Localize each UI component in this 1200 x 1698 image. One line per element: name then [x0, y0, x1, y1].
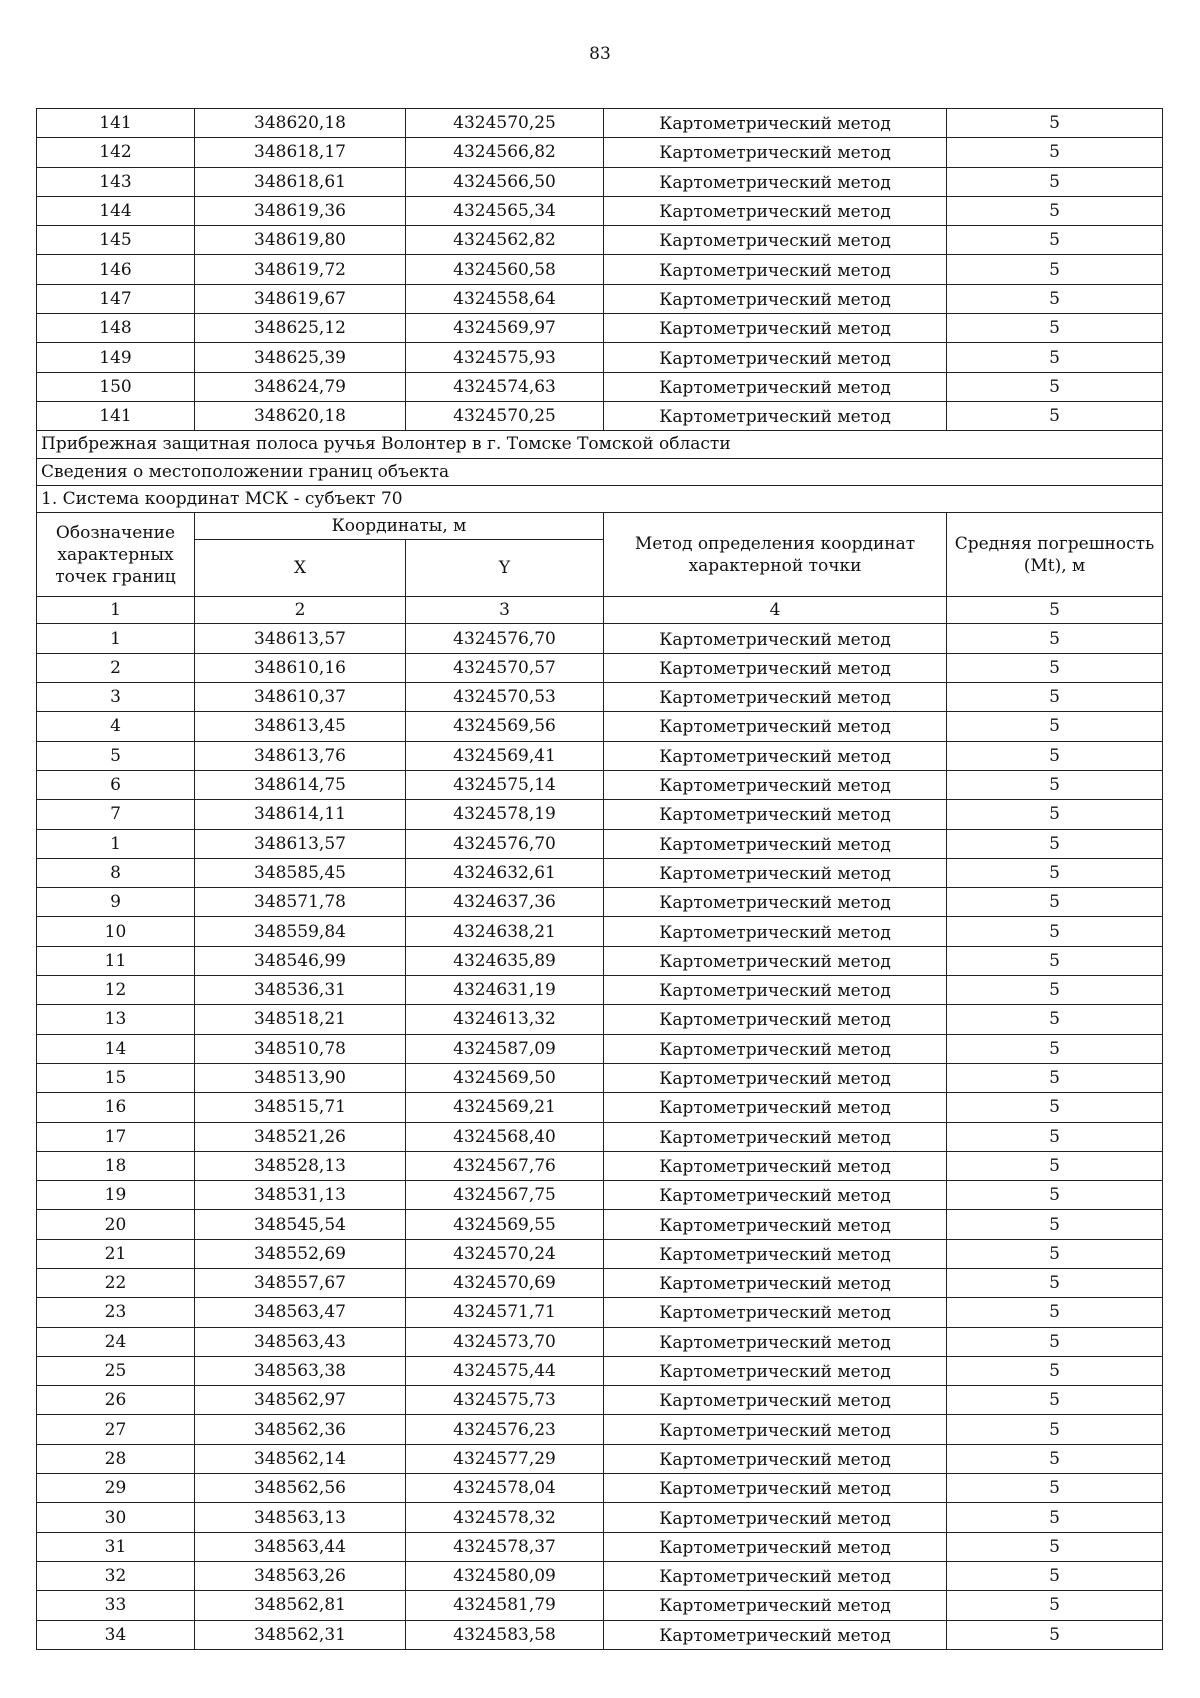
y-coordinate: 4324571,71 [406, 1298, 604, 1327]
method: Картометрический метод [604, 888, 947, 917]
method: Картометрический метод [604, 741, 947, 770]
x-coordinate: 348625,12 [195, 314, 406, 343]
x-coordinate: 348563,38 [195, 1356, 406, 1385]
method: Картометрический метод [604, 1327, 947, 1356]
y-coordinate: 4324576,70 [406, 624, 604, 653]
header-col-number: 1 [37, 597, 195, 624]
x-coordinate: 348618,61 [195, 167, 406, 196]
mean-error: 5 [947, 1151, 1163, 1180]
table-row [37, 1239, 1163, 1268]
method: Картометрический метод [604, 109, 947, 138]
method: Картометрический метод [604, 284, 947, 313]
header-col-number: 4 [604, 597, 947, 624]
mean-error: 5 [947, 653, 1163, 682]
point-number: 19 [37, 1181, 195, 1210]
table-row [37, 712, 1163, 741]
mean-error: 5 [947, 314, 1163, 343]
x-coordinate: 348531,13 [195, 1181, 406, 1210]
table-row [37, 372, 1163, 401]
point-number: 17 [37, 1122, 195, 1151]
table-row [37, 255, 1163, 284]
y-coordinate: 4324570,69 [406, 1268, 604, 1297]
point-number: 21 [37, 1239, 195, 1268]
column-header [37, 513, 1163, 624]
mean-error: 5 [947, 372, 1163, 401]
point-number: 16 [37, 1093, 195, 1122]
header-x: X [195, 540, 406, 597]
point-number: 23 [37, 1298, 195, 1327]
method: Картометрический метод [604, 800, 947, 829]
method: Картометрический метод [604, 255, 947, 284]
method: Картометрический метод [604, 1122, 947, 1151]
y-coordinate: 4324562,82 [406, 226, 604, 255]
mean-error: 5 [947, 1181, 1163, 1210]
y-coordinate: 4324578,37 [406, 1532, 604, 1561]
x-coordinate: 348563,47 [195, 1298, 406, 1327]
y-coordinate: 4324560,58 [406, 255, 604, 284]
method: Картометрический метод [604, 683, 947, 712]
point-number: 142 [37, 138, 195, 167]
method: Картометрический метод [604, 1591, 947, 1620]
point-number: 145 [37, 226, 195, 255]
mean-error: 5 [947, 1591, 1163, 1620]
method: Картометрический метод [604, 226, 947, 255]
mean-error: 5 [947, 800, 1163, 829]
y-coordinate: 4324632,61 [406, 858, 604, 887]
table-row [37, 1474, 1163, 1503]
mean-error: 5 [947, 1239, 1163, 1268]
method: Картометрический метод [604, 372, 947, 401]
x-coordinate: 348515,71 [195, 1093, 406, 1122]
x-coordinate: 348620,18 [195, 109, 406, 138]
x-coordinate: 348510,78 [195, 1034, 406, 1063]
point-number: 144 [37, 196, 195, 225]
point-number: 18 [37, 1151, 195, 1180]
point-number: 1 [37, 829, 195, 858]
mean-error: 5 [947, 196, 1163, 225]
y-coordinate: 4324578,04 [406, 1474, 604, 1503]
header-designation: Обозначение характерных точек границ [37, 513, 195, 597]
method: Картометрический метод [604, 1503, 947, 1532]
method: Картометрический метод [604, 401, 947, 430]
method: Картометрический метод [604, 624, 947, 653]
y-coordinate: 4324631,19 [406, 976, 604, 1005]
table-row [37, 1005, 1163, 1034]
header-col-number: 5 [947, 597, 1163, 624]
method: Картометрический метод [604, 712, 947, 741]
table-row [37, 1620, 1163, 1649]
table-row [37, 1561, 1163, 1590]
method: Картометрический метод [604, 1268, 947, 1297]
mean-error: 5 [947, 1210, 1163, 1239]
y-coordinate: 4324575,14 [406, 770, 604, 799]
x-coordinate: 348528,13 [195, 1151, 406, 1180]
point-number: 3 [37, 683, 195, 712]
point-number: 143 [37, 167, 195, 196]
method: Картометрический метод [604, 1620, 947, 1649]
table-row [37, 196, 1163, 225]
point-number: 14 [37, 1034, 195, 1063]
mean-error: 5 [947, 284, 1163, 313]
y-coordinate: 4324566,82 [406, 138, 604, 167]
table-row [37, 1415, 1163, 1444]
section-title: Прибрежная защитная полоса ручья Волонтер в г. Томске Томской области [37, 431, 1163, 458]
mean-error: 5 [947, 683, 1163, 712]
method: Картометрический метод [604, 1532, 947, 1561]
mean-error: 5 [947, 858, 1163, 887]
method: Картометрический метод [604, 1210, 947, 1239]
mean-error: 5 [947, 1356, 1163, 1385]
mean-error: 5 [947, 1327, 1163, 1356]
header-error: Средняя погрешность (Mt), м [947, 513, 1163, 597]
y-coordinate: 4324569,97 [406, 314, 604, 343]
mean-error: 5 [947, 343, 1163, 372]
method: Картометрический метод [604, 1298, 947, 1327]
x-coordinate: 348563,44 [195, 1532, 406, 1561]
point-number: 5 [37, 741, 195, 770]
point-number: 141 [37, 109, 195, 138]
table-row [37, 858, 1163, 887]
point-number: 148 [37, 314, 195, 343]
y-coordinate: 4324575,44 [406, 1356, 604, 1385]
top-rows-body [37, 109, 1163, 431]
mean-error: 5 [947, 770, 1163, 799]
method: Картометрический метод [604, 167, 947, 196]
section-subtitle: Сведения о местоположении границ объекта [37, 458, 1163, 485]
point-number: 7 [37, 800, 195, 829]
y-coordinate: 4324576,23 [406, 1415, 604, 1444]
table-row [37, 1268, 1163, 1297]
method: Картометрический метод [604, 770, 947, 799]
y-coordinate: 4324569,41 [406, 741, 604, 770]
point-number: 25 [37, 1356, 195, 1385]
y-coordinate: 4324575,93 [406, 343, 604, 372]
mean-error: 5 [947, 1034, 1163, 1063]
mean-error: 5 [947, 1444, 1163, 1473]
x-coordinate: 348563,13 [195, 1503, 406, 1532]
y-coordinate: 4324613,32 [406, 1005, 604, 1034]
x-coordinate: 348562,81 [195, 1591, 406, 1620]
y-coordinate: 4324569,56 [406, 712, 604, 741]
x-coordinate: 348613,57 [195, 829, 406, 858]
point-number: 2 [37, 653, 195, 682]
point-number: 146 [37, 255, 195, 284]
mean-error: 5 [947, 917, 1163, 946]
table-row [37, 1063, 1163, 1092]
point-number: 28 [37, 1444, 195, 1473]
y-coordinate: 4324570,25 [406, 401, 604, 430]
table-row [37, 741, 1163, 770]
y-coordinate: 4324638,21 [406, 917, 604, 946]
mean-error: 5 [947, 167, 1163, 196]
point-number: 4 [37, 712, 195, 741]
y-coordinate: 4324573,70 [406, 1327, 604, 1356]
point-number: 24 [37, 1327, 195, 1356]
method: Картометрический метод [604, 1005, 947, 1034]
method: Картометрический метод [604, 1356, 947, 1385]
table-row [37, 1122, 1163, 1151]
table-row [37, 284, 1163, 313]
y-coordinate: 4324578,32 [406, 1503, 604, 1532]
mean-error: 5 [947, 1620, 1163, 1649]
y-coordinate: 4324570,57 [406, 653, 604, 682]
table-row [37, 109, 1163, 138]
point-number: 34 [37, 1620, 195, 1649]
table-row [37, 1210, 1163, 1239]
mean-error: 5 [947, 741, 1163, 770]
x-coordinate: 348619,36 [195, 196, 406, 225]
point-number: 20 [37, 1210, 195, 1239]
mean-error: 5 [947, 1122, 1163, 1151]
method: Картометрический метод [604, 1181, 947, 1210]
point-number: 10 [37, 917, 195, 946]
table-row [37, 1356, 1163, 1385]
mean-error: 5 [947, 1561, 1163, 1590]
x-coordinate: 348613,45 [195, 712, 406, 741]
method: Картометрический метод [604, 917, 947, 946]
point-number: 8 [37, 858, 195, 887]
mean-error: 5 [947, 1474, 1163, 1503]
mean-error: 5 [947, 1415, 1163, 1444]
y-coordinate: 4324570,25 [406, 109, 604, 138]
method: Картометрический метод [604, 1415, 947, 1444]
table-row [37, 1034, 1163, 1063]
header-coordinates: Координаты, м [195, 513, 604, 540]
table-row [37, 800, 1163, 829]
x-coordinate: 348610,16 [195, 653, 406, 682]
x-coordinate: 348610,37 [195, 683, 406, 712]
table-row [37, 770, 1163, 799]
table-row [37, 888, 1163, 917]
x-coordinate: 348552,69 [195, 1239, 406, 1268]
x-coordinate: 348614,11 [195, 800, 406, 829]
y-coordinate: 4324568,40 [406, 1122, 604, 1151]
y-coordinate: 4324575,73 [406, 1386, 604, 1415]
table-row [37, 1327, 1163, 1356]
method: Картометрический метод [604, 858, 947, 887]
x-coordinate: 348521,26 [195, 1122, 406, 1151]
point-number: 147 [37, 284, 195, 313]
table-row [37, 829, 1163, 858]
x-coordinate: 348585,45 [195, 858, 406, 887]
x-coordinate: 348619,80 [195, 226, 406, 255]
method: Картометрический метод [604, 1444, 947, 1473]
mean-error: 5 [947, 1386, 1163, 1415]
mean-error: 5 [947, 138, 1163, 167]
header-method: Метод определения координат характерной точки [604, 513, 947, 597]
point-number: 1 [37, 624, 195, 653]
table-row [37, 401, 1163, 430]
page-number: 83 [589, 44, 611, 64]
point-number: 141 [37, 401, 195, 430]
x-coordinate: 348624,79 [195, 372, 406, 401]
method: Картометрический метод [604, 976, 947, 1005]
x-coordinate: 348619,72 [195, 255, 406, 284]
point-number: 150 [37, 372, 195, 401]
table-row [37, 946, 1163, 975]
header-col-number: 3 [406, 597, 604, 624]
y-coordinate: 4324587,09 [406, 1034, 604, 1063]
method: Картометрический метод [604, 1063, 947, 1092]
y-coordinate: 4324578,19 [406, 800, 604, 829]
y-coordinate: 4324569,55 [406, 1210, 604, 1239]
point-number: 27 [37, 1415, 195, 1444]
x-coordinate: 348518,21 [195, 1005, 406, 1034]
method: Картометрический метод [604, 1561, 947, 1590]
method: Картометрический метод [604, 1239, 947, 1268]
point-number: 15 [37, 1063, 195, 1092]
y-coordinate: 4324576,70 [406, 829, 604, 858]
x-coordinate: 348620,18 [195, 401, 406, 430]
mean-error: 5 [947, 255, 1163, 284]
y-coordinate: 4324566,50 [406, 167, 604, 196]
mean-error: 5 [947, 1503, 1163, 1532]
table-row [37, 1532, 1163, 1561]
mean-error: 5 [947, 1532, 1163, 1561]
table-row [37, 138, 1163, 167]
point-number: 31 [37, 1532, 195, 1561]
table-row [37, 976, 1163, 1005]
x-coordinate: 348625,39 [195, 343, 406, 372]
x-coordinate: 348536,31 [195, 976, 406, 1005]
y-coordinate: 4324580,09 [406, 1561, 604, 1590]
method: Картометрический метод [604, 829, 947, 858]
x-coordinate: 348571,78 [195, 888, 406, 917]
method: Картометрический метод [604, 196, 947, 225]
mean-error: 5 [947, 1063, 1163, 1092]
method: Картометрический метод [604, 1093, 947, 1122]
y-coordinate: 4324567,76 [406, 1151, 604, 1180]
x-coordinate: 348563,26 [195, 1561, 406, 1590]
y-coordinate: 4324574,63 [406, 372, 604, 401]
method: Картометрический метод [604, 138, 947, 167]
x-coordinate: 348562,36 [195, 1415, 406, 1444]
table-row [37, 653, 1163, 682]
point-number: 149 [37, 343, 195, 372]
mean-error: 5 [947, 1268, 1163, 1297]
table-row [37, 1444, 1163, 1473]
mean-error: 5 [947, 888, 1163, 917]
y-coordinate: 4324569,21 [406, 1093, 604, 1122]
table-row [37, 624, 1163, 653]
mean-error: 5 [947, 109, 1163, 138]
point-number: 32 [37, 1561, 195, 1590]
header-y: Y [406, 540, 604, 597]
method: Картометрический метод [604, 946, 947, 975]
table-row [37, 1298, 1163, 1327]
x-coordinate: 348562,14 [195, 1444, 406, 1473]
x-coordinate: 348563,43 [195, 1327, 406, 1356]
mean-error: 5 [947, 1093, 1163, 1122]
point-number: 12 [37, 976, 195, 1005]
table-row [37, 1591, 1163, 1620]
point-number: 6 [37, 770, 195, 799]
table-row [37, 1386, 1163, 1415]
mean-error: 5 [947, 946, 1163, 975]
point-number: 30 [37, 1503, 195, 1532]
table-row [37, 343, 1163, 372]
y-coordinate: 4324577,29 [406, 1444, 604, 1473]
table-row [37, 167, 1163, 196]
y-coordinate: 4324567,75 [406, 1181, 604, 1210]
y-coordinate: 4324570,53 [406, 683, 604, 712]
x-coordinate: 348545,54 [195, 1210, 406, 1239]
y-coordinate: 4324565,34 [406, 196, 604, 225]
method: Картометрический метод [604, 653, 947, 682]
y-coordinate: 4324569,50 [406, 1063, 604, 1092]
coordinate-system: 1. Система координат МСК - субъект 70 [37, 485, 1163, 512]
x-coordinate: 348562,56 [195, 1474, 406, 1503]
mean-error: 5 [947, 1005, 1163, 1034]
table-row [37, 314, 1163, 343]
section-header [37, 431, 1163, 513]
point-number: 29 [37, 1474, 195, 1503]
table-row [37, 917, 1163, 946]
y-coordinate: 4324558,64 [406, 284, 604, 313]
x-coordinate: 348562,97 [195, 1386, 406, 1415]
method: Картометрический метод [604, 314, 947, 343]
point-number: 33 [37, 1591, 195, 1620]
x-coordinate: 348559,84 [195, 917, 406, 946]
x-coordinate: 348562,31 [195, 1620, 406, 1649]
method: Картометрический метод [604, 1151, 947, 1180]
point-number: 26 [37, 1386, 195, 1415]
table-row [37, 683, 1163, 712]
point-number: 22 [37, 1268, 195, 1297]
mean-error: 5 [947, 976, 1163, 1005]
y-coordinate: 4324635,89 [406, 946, 604, 975]
point-number: 11 [37, 946, 195, 975]
mean-error: 5 [947, 712, 1163, 741]
x-coordinate: 348619,67 [195, 284, 406, 313]
mean-error: 5 [947, 829, 1163, 858]
table-row [37, 1151, 1163, 1180]
table-row [37, 1093, 1163, 1122]
x-coordinate: 348613,76 [195, 741, 406, 770]
table-row [37, 1503, 1163, 1532]
x-coordinate: 348546,99 [195, 946, 406, 975]
mean-error: 5 [947, 1298, 1163, 1327]
y-coordinate: 4324570,24 [406, 1239, 604, 1268]
table-row [37, 226, 1163, 255]
point-number: 9 [37, 888, 195, 917]
point-number: 13 [37, 1005, 195, 1034]
y-coordinate: 4324637,36 [406, 888, 604, 917]
x-coordinate: 348513,90 [195, 1063, 406, 1092]
mean-error: 5 [947, 226, 1163, 255]
method: Картометрический метод [604, 1034, 947, 1063]
header-col-number: 2 [195, 597, 406, 624]
method: Картометрический метод [604, 1386, 947, 1415]
table-row [37, 1181, 1163, 1210]
method: Картометрический метод [604, 1474, 947, 1503]
x-coordinate: 348614,75 [195, 770, 406, 799]
main-rows-body [37, 624, 1163, 1649]
mean-error: 5 [947, 401, 1163, 430]
method: Картометрический метод [604, 343, 947, 372]
x-coordinate: 348557,67 [195, 1268, 406, 1297]
y-coordinate: 4324581,79 [406, 1591, 604, 1620]
y-coordinate: 4324583,58 [406, 1620, 604, 1649]
mean-error: 5 [947, 624, 1163, 653]
x-coordinate: 348618,17 [195, 138, 406, 167]
x-coordinate: 348613,57 [195, 624, 406, 653]
coordinates-table [36, 108, 1163, 1650]
